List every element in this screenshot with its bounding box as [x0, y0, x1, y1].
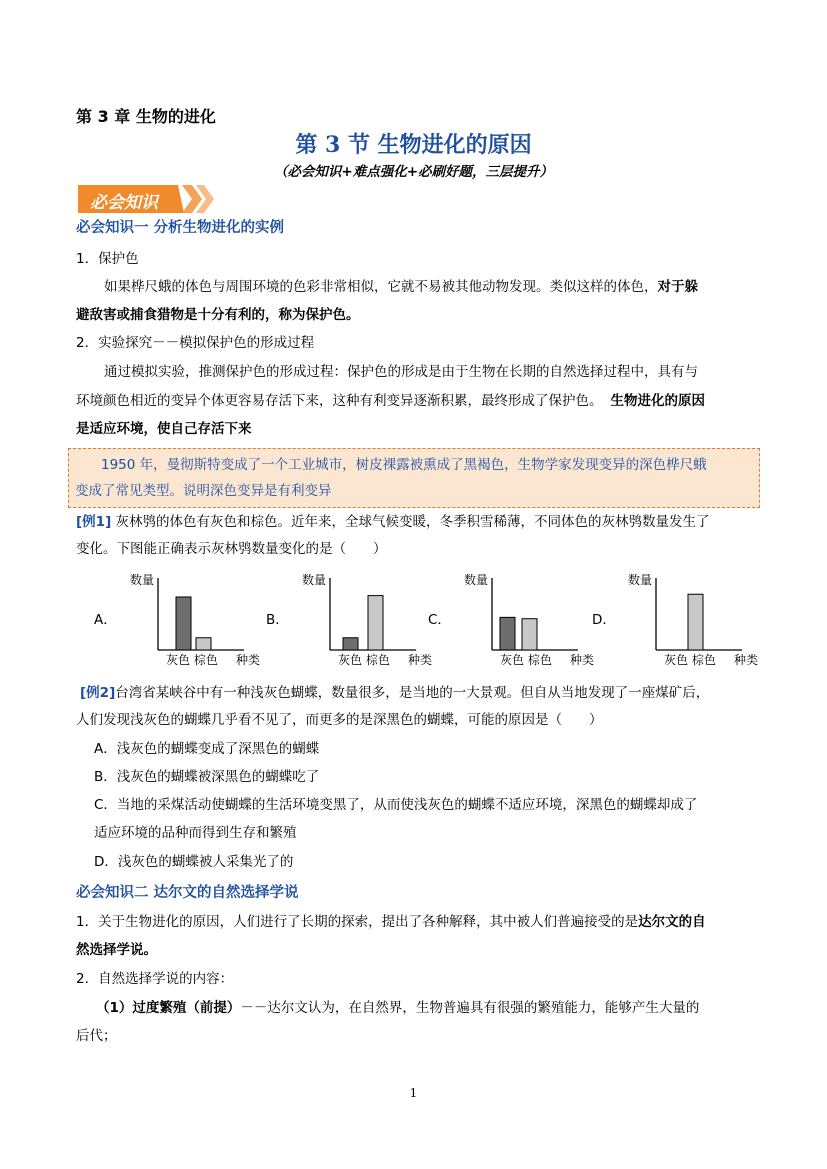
chart-option-label: B．	[266, 612, 289, 628]
note-line2: 变成了常见类型。说明深色变异是有利变异	[75, 483, 332, 499]
x-tick-labels: 灰色 棕色	[500, 653, 552, 667]
example-2-line2: 人们发现浅灰色的蝴蝶几乎看不见了，而更多的是深黑色的蝴蝶，可能的原因是（ ）	[76, 712, 603, 728]
bar-gray	[343, 638, 358, 650]
k2-p1-line2: 然选择学说。	[76, 942, 157, 958]
example-1-tag: [例1]	[76, 514, 112, 530]
k2-p2-title: 2．自然选择学说的内容：	[76, 971, 234, 987]
p1-line2: 避敌害或捕食猎物是十分有利的，称为保护色。	[76, 307, 360, 323]
example-1-line2: 变化。下图能正确表示灰林鸮数量变化的是（ ）	[76, 541, 387, 557]
bar-chart	[428, 568, 598, 668]
p2-line2: 环境颜色相近的变异个体更容易存活下来，这种有利变异逐渐积累，最终形成了保护色。	[76, 393, 603, 409]
bar-brown	[522, 619, 537, 650]
y-axis-label: 数量	[464, 573, 489, 587]
chart-option-d	[592, 568, 762, 668]
option-a: A．浅灰色的蝴蝶变成了深黑色的蝴蝶	[94, 741, 320, 757]
bar-chart	[266, 568, 436, 668]
x-axis-label: 种类	[734, 653, 759, 667]
bar-chart	[94, 568, 264, 668]
x-tick-labels: 灰色 棕色	[664, 653, 716, 667]
p1-title: 1．保护色	[76, 251, 139, 267]
p2-line3: 是适应环境，使自己存活下来	[76, 421, 252, 437]
p1-line1: 如果桦尺蛾的体色与周围环境的色彩非常相似，它就不易被其他动物发现。类似这样的体色，	[104, 279, 658, 295]
p2-line1: 通过模拟实验，推测保护色的形成过程：保护色的形成是由于生物在长期的自然选择过程中，具有与	[104, 364, 698, 380]
chapter-title: 第 3 章 生物的进化	[76, 107, 216, 126]
bar-chart	[592, 568, 762, 668]
bar-gray	[500, 617, 515, 650]
subtitle: （必会知识+难点强化+必刷好题，三层提升）	[273, 164, 554, 180]
option-b: B．浅灰色的蝴蝶被深黑色的蝴蝶吃了	[94, 769, 320, 785]
k2-p1-line1: 1．关于生物进化的原因，人们进行了长期的探索，提出了各种解释，其中被人们普遍接受的是	[76, 914, 639, 930]
y-axis-label: 数量	[302, 573, 327, 587]
bar-gray	[176, 597, 191, 650]
chart-option-a	[94, 568, 264, 668]
chart-option-label: C．	[428, 612, 451, 628]
p1-line1-bold: 对于躲	[657, 279, 698, 295]
p2-line2-bold: 生物进化的原因	[610, 393, 705, 409]
y-axis-label: 数量	[628, 573, 653, 587]
k2-p3-line1: －－达尔文认为，在自然界，生物普遍具有很强的繁殖能力，能够产生大量的	[240, 1000, 700, 1016]
k2-p3-bold: （1）过度繁殖（前提）	[96, 1000, 241, 1016]
example-2-line1: 台湾省某峡谷中有一种浅灰色蝴蝶，数量很多，是当地的一大景观。但自从当地发现了一座煤矿后，	[115, 685, 710, 701]
y-axis-label: 数量	[130, 573, 155, 587]
banner-label: 必会知识	[90, 193, 158, 213]
chart-option-b	[266, 568, 436, 668]
example-2-tag: [例2]	[80, 685, 116, 701]
bar-brown	[688, 594, 703, 650]
page-number: 1	[409, 1086, 418, 1100]
option-c-line2: 适应环境的品种而得到生存和繁殖	[94, 825, 297, 841]
chart-option-label: D．	[592, 612, 616, 628]
x-tick-labels: 灰色 棕色	[166, 653, 218, 667]
x-axis-label: 种类	[408, 653, 433, 667]
knowledge-2-heading: 必会知识二 达尔文的自然选择学说	[76, 885, 299, 901]
x-tick-labels: 灰色 棕色	[338, 653, 390, 667]
note-box	[68, 448, 760, 508]
option-c-line1: C．当地的采煤活动使蝴蝶的生活环境变黑了，从而使浅灰色的蝴蝶不适应环境，深黑色的蝴蝶却成了	[94, 797, 698, 813]
x-axis-label: 种类	[570, 653, 595, 667]
option-d: D．浅灰色的蝴蝶被人采集光了的	[94, 854, 294, 870]
p2-title: 2．实验探究－－模拟保护色的形成过程	[76, 335, 315, 351]
bar-brown	[196, 638, 211, 650]
section-banner	[78, 183, 218, 215]
knowledge-1-heading: 必会知识一 分析生物进化的实例	[76, 220, 285, 236]
note-line1: 1950 年，曼彻斯特变成了一个工业城市，树皮裸露被熏成了黑褐色，生物学家发现变异的深色桦尺蛾	[101, 457, 707, 473]
x-axis-label: 种类	[236, 653, 261, 667]
section-title: 第 3 节 生物进化的原因	[295, 132, 532, 158]
chart-option-c	[428, 568, 598, 668]
bar-brown	[368, 596, 383, 650]
chart-option-label: A．	[94, 612, 117, 628]
k2-p3-line2: 后代；	[76, 1028, 117, 1044]
example-1-line1: 灰林鸮的体色有灰色和棕色。近年来，全球气候变暖，冬季积雪稀薄，不同体色的灰林鸮数量发生了	[115, 514, 710, 530]
k2-p1-line1-bold: 达尔文的自	[638, 914, 706, 930]
